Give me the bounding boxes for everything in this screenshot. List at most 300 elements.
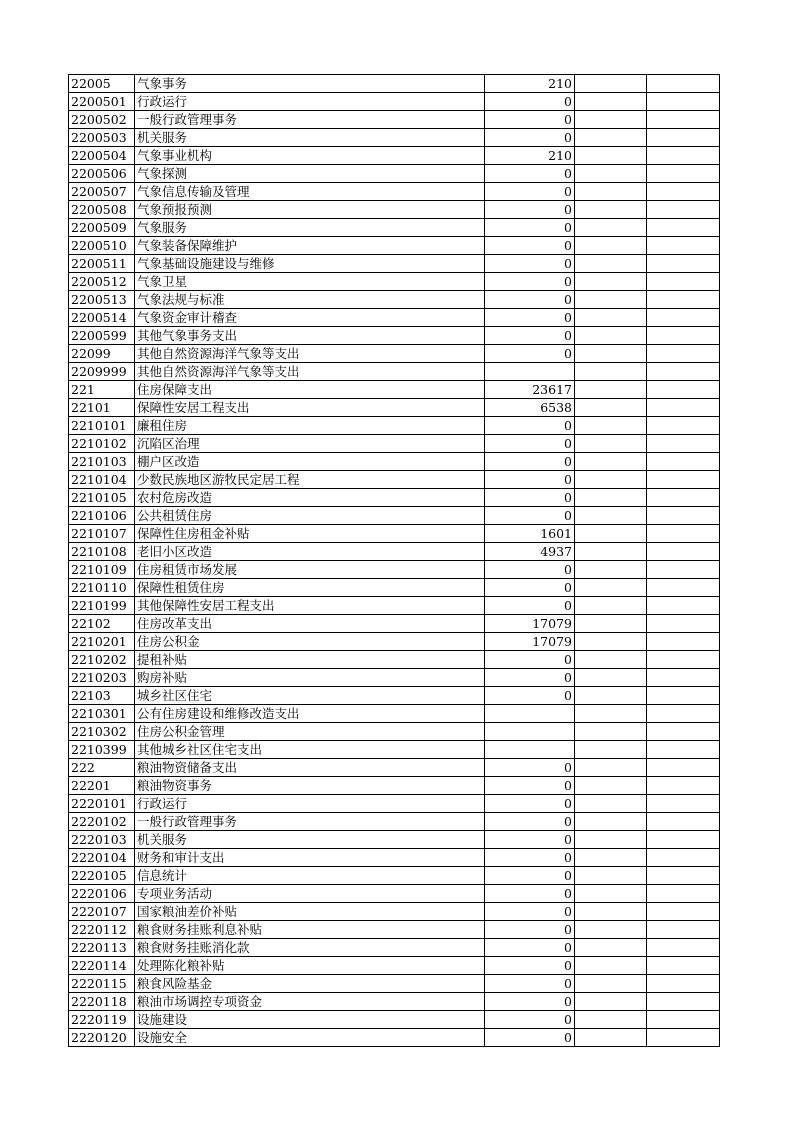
- amount-cell: 0: [485, 885, 575, 903]
- empty-cell: [575, 471, 647, 489]
- empty-cell: [647, 507, 720, 525]
- empty-cell: [575, 849, 647, 867]
- amount-cell: 0: [485, 687, 575, 705]
- empty-cell: [647, 579, 720, 597]
- table-row: [69, 921, 720, 939]
- amount-cell: 0: [485, 111, 575, 129]
- account-name-cell: 气象事务: [135, 75, 485, 93]
- table-row: [69, 219, 720, 237]
- table-row: [69, 255, 720, 273]
- account-name-cell: 住房公积金管理: [135, 723, 485, 741]
- empty-cell: [575, 363, 647, 381]
- account-name-cell: 其他自然资源海洋气象等支出: [135, 363, 485, 381]
- empty-cell: [575, 1011, 647, 1029]
- empty-cell: [647, 885, 720, 903]
- empty-cell: [647, 111, 720, 129]
- account-name-cell: 行政运行: [135, 795, 485, 813]
- table-row: [69, 777, 720, 795]
- account-code-cell: 2210104: [69, 471, 135, 489]
- account-code-cell: 2210102: [69, 435, 135, 453]
- amount-cell: 0: [485, 669, 575, 687]
- amount-cell: 0: [485, 561, 575, 579]
- empty-cell: [575, 1029, 647, 1047]
- amount-cell: 210: [485, 75, 575, 93]
- empty-cell: [647, 741, 720, 759]
- table-row: [69, 813, 720, 831]
- empty-cell: [575, 795, 647, 813]
- table-row: [69, 507, 720, 525]
- empty-cell: [575, 327, 647, 345]
- empty-cell: [647, 255, 720, 273]
- table-row: [69, 1029, 720, 1047]
- empty-cell: [575, 543, 647, 561]
- account-name-cell: 机关服务: [135, 831, 485, 849]
- account-code-cell: 2209999: [69, 363, 135, 381]
- account-code-cell: 2210201: [69, 633, 135, 651]
- account-code-cell: 222: [69, 759, 135, 777]
- account-name-cell: 老旧小区改造: [135, 543, 485, 561]
- empty-cell: [647, 903, 720, 921]
- account-code-cell: 22102: [69, 615, 135, 633]
- amount-cell: 0: [485, 975, 575, 993]
- table-row: [69, 957, 720, 975]
- empty-cell: [575, 975, 647, 993]
- account-name-cell: 保障性安居工程支出: [135, 399, 485, 417]
- amount-cell: 0: [485, 201, 575, 219]
- account-code-cell: 2210203: [69, 669, 135, 687]
- table-row: [69, 417, 720, 435]
- empty-cell: [647, 687, 720, 705]
- amount-cell: 0: [485, 435, 575, 453]
- account-code-cell: 2210107: [69, 525, 135, 543]
- table-row: [69, 201, 720, 219]
- account-name-cell: 信息统计: [135, 867, 485, 885]
- empty-cell: [647, 669, 720, 687]
- amount-cell: 0: [485, 453, 575, 471]
- table-row: [69, 759, 720, 777]
- amount-cell: 0: [485, 183, 575, 201]
- table-row: [69, 867, 720, 885]
- empty-cell: [575, 579, 647, 597]
- account-name-cell: 气象预报预测: [135, 201, 485, 219]
- table-row: [69, 561, 720, 579]
- empty-cell: [647, 471, 720, 489]
- empty-cell: [575, 507, 647, 525]
- empty-cell: [575, 435, 647, 453]
- account-name-cell: 气象事业机构: [135, 147, 485, 165]
- account-name-cell: 廉租住房: [135, 417, 485, 435]
- amount-cell: 0: [485, 129, 575, 147]
- account-name-cell: 行政运行: [135, 93, 485, 111]
- amount-cell: 0: [485, 291, 575, 309]
- empty-cell: [647, 939, 720, 957]
- table-row: [69, 903, 720, 921]
- account-code-cell: 22101: [69, 399, 135, 417]
- amount-cell: 17079: [485, 633, 575, 651]
- empty-cell: [575, 345, 647, 363]
- empty-cell: [647, 1011, 720, 1029]
- account-name-cell: 其他自然资源海洋气象等支出: [135, 345, 485, 363]
- table-row: [69, 399, 720, 417]
- account-code-cell: 2220104: [69, 849, 135, 867]
- account-code-cell: 2210108: [69, 543, 135, 561]
- account-code-cell: 2200511: [69, 255, 135, 273]
- empty-cell: [647, 75, 720, 93]
- empty-cell: [575, 633, 647, 651]
- amount-cell: 0: [485, 759, 575, 777]
- account-code-cell: 2220119: [69, 1011, 135, 1029]
- account-name-cell: 沉陷区治理: [135, 435, 485, 453]
- amount-cell: 0: [485, 993, 575, 1011]
- table-row: [69, 309, 720, 327]
- account-name-cell: 住房改革支出: [135, 615, 485, 633]
- account-code-cell: 2220115: [69, 975, 135, 993]
- account-code-cell: 2220107: [69, 903, 135, 921]
- amount-cell: 0: [485, 219, 575, 237]
- table-row: [69, 1011, 720, 1029]
- empty-cell: [647, 201, 720, 219]
- table-row: [69, 939, 720, 957]
- empty-cell: [647, 777, 720, 795]
- account-code-cell: 2210301: [69, 705, 135, 723]
- table-row: [69, 93, 720, 111]
- amount-cell: 0: [485, 273, 575, 291]
- empty-cell: [647, 489, 720, 507]
- empty-cell: [575, 273, 647, 291]
- account-code-cell: 2210109: [69, 561, 135, 579]
- account-name-cell: 粮食财务挂账利息补贴: [135, 921, 485, 939]
- empty-cell: [647, 849, 720, 867]
- empty-cell: [575, 381, 647, 399]
- empty-cell: [647, 831, 720, 849]
- account-code-cell: 2200502: [69, 111, 135, 129]
- account-code-cell: 22099: [69, 345, 135, 363]
- empty-cell: [575, 705, 647, 723]
- account-name-cell: 棚户区改造: [135, 453, 485, 471]
- account-name-cell: 国家粮油差价补贴: [135, 903, 485, 921]
- amount-cell: 0: [485, 93, 575, 111]
- empty-cell: [647, 147, 720, 165]
- account-name-cell: 气象装备保障维护: [135, 237, 485, 255]
- empty-cell: [647, 129, 720, 147]
- amount-cell: 17079: [485, 615, 575, 633]
- empty-cell: [575, 597, 647, 615]
- amount-cell: 0: [485, 489, 575, 507]
- empty-cell: [575, 687, 647, 705]
- amount-cell: 0: [485, 903, 575, 921]
- amount-cell: 4937: [485, 543, 575, 561]
- table-row: [69, 741, 720, 759]
- empty-cell: [575, 651, 647, 669]
- account-name-cell: 其他城乡社区住宅支出: [135, 741, 485, 759]
- account-code-cell: 2200506: [69, 165, 135, 183]
- table-row: [69, 831, 720, 849]
- table-row: [69, 291, 720, 309]
- empty-cell: [647, 795, 720, 813]
- account-code-cell: 2200514: [69, 309, 135, 327]
- empty-cell: [647, 273, 720, 291]
- empty-cell: [647, 597, 720, 615]
- empty-cell: [647, 651, 720, 669]
- table-row: [69, 453, 720, 471]
- account-code-cell: 2210103: [69, 453, 135, 471]
- amount-cell: 0: [485, 777, 575, 795]
- amount-cell: 0: [485, 957, 575, 975]
- empty-cell: [647, 453, 720, 471]
- amount-cell: 23617: [485, 381, 575, 399]
- empty-cell: [647, 381, 720, 399]
- amount-cell: [485, 741, 575, 759]
- account-code-cell: 2200513: [69, 291, 135, 309]
- amount-cell: 0: [485, 813, 575, 831]
- amount-cell: 6538: [485, 399, 575, 417]
- empty-cell: [647, 615, 720, 633]
- account-name-cell: 财务和审计支出: [135, 849, 485, 867]
- account-name-cell: 住房租赁市场发展: [135, 561, 485, 579]
- account-name-cell: 粮油市场调控专项资金: [135, 993, 485, 1011]
- account-code-cell: 2220102: [69, 813, 135, 831]
- account-code-cell: 2210101: [69, 417, 135, 435]
- amount-cell: 1601: [485, 525, 575, 543]
- table-row: [69, 165, 720, 183]
- empty-cell: [647, 975, 720, 993]
- account-name-cell: 气象信息传输及管理: [135, 183, 485, 201]
- account-code-cell: 2210110: [69, 579, 135, 597]
- amount-cell: 0: [485, 1011, 575, 1029]
- empty-cell: [647, 417, 720, 435]
- empty-cell: [647, 561, 720, 579]
- empty-cell: [647, 399, 720, 417]
- empty-cell: [647, 435, 720, 453]
- account-name-cell: 农村危房改造: [135, 489, 485, 507]
- account-code-cell: 2200510: [69, 237, 135, 255]
- table-row: [69, 273, 720, 291]
- empty-cell: [575, 417, 647, 435]
- account-code-cell: 2210302: [69, 723, 135, 741]
- account-name-cell: 粮油物资事务: [135, 777, 485, 795]
- empty-cell: [575, 525, 647, 543]
- empty-cell: [647, 1029, 720, 1047]
- table-row: [69, 723, 720, 741]
- table-row: [69, 489, 720, 507]
- empty-cell: [575, 885, 647, 903]
- empty-cell: [575, 831, 647, 849]
- account-name-cell: 气象探测: [135, 165, 485, 183]
- empty-cell: [575, 201, 647, 219]
- table-row: [69, 885, 720, 903]
- empty-cell: [647, 363, 720, 381]
- table-row: [69, 849, 720, 867]
- account-name-cell: 气象法规与标准: [135, 291, 485, 309]
- account-name-cell: 粮油物资储备支出: [135, 759, 485, 777]
- table-row: [69, 687, 720, 705]
- amount-cell: [485, 705, 575, 723]
- empty-cell: [575, 453, 647, 471]
- table-row: [69, 795, 720, 813]
- amount-cell: 0: [485, 939, 575, 957]
- account-code-cell: 2200512: [69, 273, 135, 291]
- table-row: [69, 651, 720, 669]
- empty-cell: [647, 993, 720, 1011]
- amount-cell: 0: [485, 165, 575, 183]
- account-name-cell: 住房保障支出: [135, 381, 485, 399]
- account-name-cell: 公共租赁住房: [135, 507, 485, 525]
- empty-cell: [647, 525, 720, 543]
- empty-cell: [647, 867, 720, 885]
- empty-cell: [647, 165, 720, 183]
- empty-cell: [575, 129, 647, 147]
- account-code-cell: 221: [69, 381, 135, 399]
- empty-cell: [575, 957, 647, 975]
- empty-cell: [575, 993, 647, 1011]
- table-row: [69, 579, 720, 597]
- amount-cell: 0: [485, 651, 575, 669]
- amount-cell: 0: [485, 345, 575, 363]
- empty-cell: [575, 903, 647, 921]
- empty-cell: [575, 741, 647, 759]
- amount-cell: 0: [485, 921, 575, 939]
- account-code-cell: 2220103: [69, 831, 135, 849]
- empty-cell: [647, 633, 720, 651]
- table-row: [69, 237, 720, 255]
- account-name-cell: 气象服务: [135, 219, 485, 237]
- empty-cell: [647, 219, 720, 237]
- amount-cell: 0: [485, 237, 575, 255]
- account-name-cell: 处理陈化粮补贴: [135, 957, 485, 975]
- account-name-cell: 气象资金审计稽查: [135, 309, 485, 327]
- account-name-cell: 公有住房建设和维修改造支出: [135, 705, 485, 723]
- table-row: [69, 129, 720, 147]
- account-code-cell: 2220112: [69, 921, 135, 939]
- amount-cell: 0: [485, 795, 575, 813]
- empty-cell: [647, 291, 720, 309]
- account-code-cell: 2200501: [69, 93, 135, 111]
- empty-cell: [647, 237, 720, 255]
- amount-cell: 0: [485, 327, 575, 345]
- empty-cell: [575, 561, 647, 579]
- account-code-cell: 22103: [69, 687, 135, 705]
- empty-cell: [647, 345, 720, 363]
- empty-cell: [647, 723, 720, 741]
- table-row: [69, 975, 720, 993]
- account-code-cell: 2200508: [69, 201, 135, 219]
- amount-cell: [485, 723, 575, 741]
- amount-cell: 0: [485, 507, 575, 525]
- empty-cell: [575, 309, 647, 327]
- amount-cell: 0: [485, 579, 575, 597]
- amount-cell: 0: [485, 471, 575, 489]
- table-row: [69, 993, 720, 1011]
- table-row: [69, 363, 720, 381]
- table-row: [69, 111, 720, 129]
- amount-cell: 0: [485, 1029, 575, 1047]
- account-code-cell: 2200504: [69, 147, 135, 165]
- empty-cell: [647, 813, 720, 831]
- empty-cell: [575, 813, 647, 831]
- account-name-cell: 设施安全: [135, 1029, 485, 1047]
- account-code-cell: 2210199: [69, 597, 135, 615]
- account-name-cell: 其他气象事务支出: [135, 327, 485, 345]
- account-code-cell: 2220113: [69, 939, 135, 957]
- amount-cell: 0: [485, 417, 575, 435]
- account-code-cell: 22005: [69, 75, 135, 93]
- amount-cell: 0: [485, 255, 575, 273]
- empty-cell: [575, 489, 647, 507]
- table-row: [69, 633, 720, 651]
- account-code-cell: 2220118: [69, 993, 135, 1011]
- empty-cell: [575, 399, 647, 417]
- account-code-cell: 2210106: [69, 507, 135, 525]
- empty-cell: [647, 327, 720, 345]
- table-row: [69, 147, 720, 165]
- table-row: [69, 471, 720, 489]
- table-row: [69, 183, 720, 201]
- account-name-cell: 购房补贴: [135, 669, 485, 687]
- account-name-cell: 粮食财务挂账消化款: [135, 939, 485, 957]
- account-code-cell: 2210202: [69, 651, 135, 669]
- table-row: [69, 669, 720, 687]
- empty-cell: [575, 939, 647, 957]
- account-code-cell: 2210399: [69, 741, 135, 759]
- amount-cell: 0: [485, 849, 575, 867]
- empty-cell: [575, 777, 647, 795]
- account-name-cell: 一般行政管理事务: [135, 111, 485, 129]
- account-name-cell: 住房公积金: [135, 633, 485, 651]
- table-row: [69, 525, 720, 543]
- amount-cell: 0: [485, 309, 575, 327]
- table-row: [69, 381, 720, 399]
- account-code-cell: 2220105: [69, 867, 135, 885]
- account-code-cell: 2200503: [69, 129, 135, 147]
- account-name-cell: 专项业务活动: [135, 885, 485, 903]
- amount-cell: [485, 363, 575, 381]
- empty-cell: [575, 219, 647, 237]
- account-name-cell: 粮食风险基金: [135, 975, 485, 993]
- account-name-cell: 保障性住房租金补贴: [135, 525, 485, 543]
- budget-table: [68, 74, 720, 1047]
- account-name-cell: 城乡社区住宅: [135, 687, 485, 705]
- account-code-cell: 2220106: [69, 885, 135, 903]
- budget-table-body: [69, 75, 720, 1047]
- account-name-cell: 设施建设: [135, 1011, 485, 1029]
- empty-cell: [575, 255, 647, 273]
- account-name-cell: 气象卫星: [135, 273, 485, 291]
- account-code-cell: 2200507: [69, 183, 135, 201]
- account-code-cell: 22201: [69, 777, 135, 795]
- empty-cell: [575, 183, 647, 201]
- table-row: [69, 615, 720, 633]
- account-name-cell: 提租补贴: [135, 651, 485, 669]
- account-name-cell: 保障性租赁住房: [135, 579, 485, 597]
- empty-cell: [647, 759, 720, 777]
- amount-cell: 0: [485, 867, 575, 885]
- empty-cell: [647, 309, 720, 327]
- account-code-cell: 2210105: [69, 489, 135, 507]
- table-row: [69, 327, 720, 345]
- empty-cell: [575, 759, 647, 777]
- empty-cell: [647, 705, 720, 723]
- empty-cell: [575, 291, 647, 309]
- table-row: [69, 345, 720, 363]
- empty-cell: [575, 867, 647, 885]
- empty-cell: [575, 165, 647, 183]
- account-name-cell: 少数民族地区游牧民定居工程: [135, 471, 485, 489]
- table-row: [69, 543, 720, 561]
- empty-cell: [575, 237, 647, 255]
- account-code-cell: 2220120: [69, 1029, 135, 1047]
- empty-cell: [575, 75, 647, 93]
- table-row: [69, 435, 720, 453]
